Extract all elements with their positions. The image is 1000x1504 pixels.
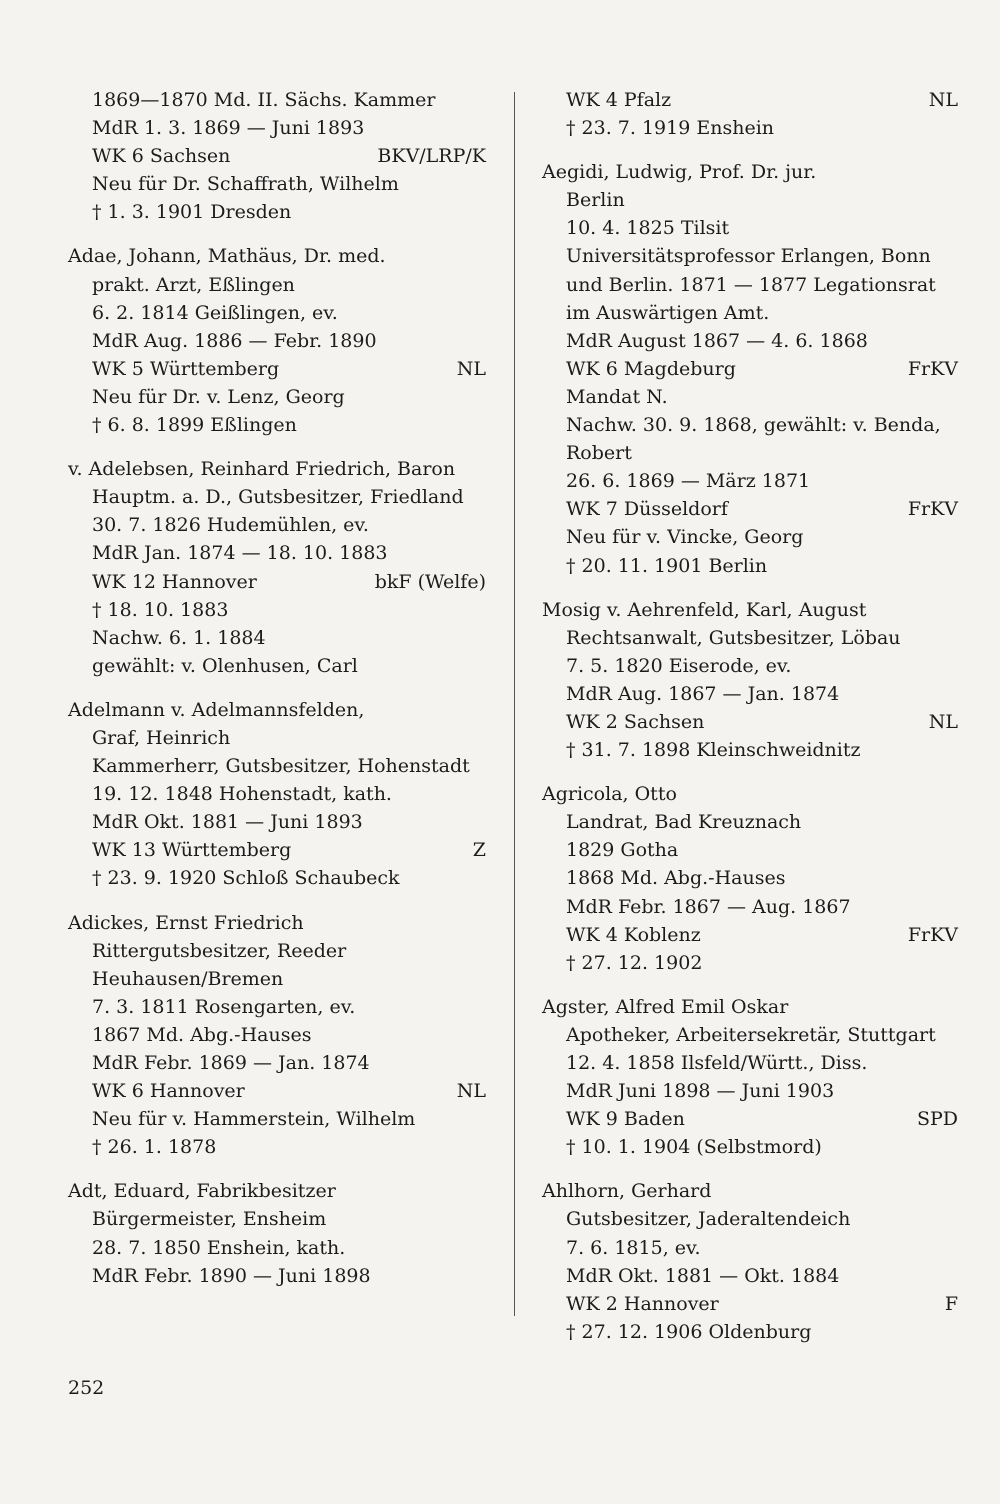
entry-detail-line bbox=[68, 596, 486, 624]
entry-name-line bbox=[68, 909, 486, 937]
entry-detail-line bbox=[68, 1262, 486, 1290]
biography-entry bbox=[68, 242, 486, 439]
line-text: † 10. 1. 1904 (Selbstmord) bbox=[566, 1136, 822, 1159]
right-column bbox=[542, 86, 958, 1362]
entry-detail-line bbox=[542, 1262, 958, 1290]
party-label: NL bbox=[928, 89, 958, 111]
line-text: † 23. 9. 1920 Schloß Schaubeck bbox=[92, 867, 400, 890]
entry-detail-line bbox=[68, 1049, 486, 1077]
entry-detail-line bbox=[68, 808, 486, 836]
entry-detail-line bbox=[542, 271, 958, 299]
entry-detail-line bbox=[542, 808, 958, 836]
line-text: WK 12 Hannover bbox=[92, 570, 257, 593]
entry-detail-line bbox=[542, 186, 958, 214]
line-text: Rittergutsbesitzer, Reeder bbox=[92, 939, 347, 962]
entry-detail-line bbox=[542, 552, 958, 580]
entry-detail-line bbox=[542, 242, 958, 270]
line-text: WK 5 Württemberg bbox=[92, 357, 280, 380]
entry-detail-line bbox=[68, 114, 486, 142]
line-text: 10. 4. 1825 Tilsit bbox=[566, 217, 730, 240]
entry-name-line bbox=[68, 242, 486, 270]
line-text: WK 6 Sachsen bbox=[92, 145, 231, 168]
line-text: 30. 7. 1826 Hudemühlen, ev. bbox=[92, 514, 369, 537]
entry-detail-line bbox=[542, 411, 958, 439]
line-text: 19. 12. 1848 Hohenstadt, kath. bbox=[92, 783, 392, 806]
biography-entry bbox=[542, 780, 958, 977]
biography-entry bbox=[68, 909, 486, 1162]
line-text: † 20. 11. 1901 Berlin bbox=[566, 554, 768, 577]
entry-detail-line bbox=[542, 523, 958, 551]
entry-detail-line bbox=[68, 1021, 486, 1049]
entry-detail-line bbox=[68, 511, 486, 539]
line-text: WK 9 Baden bbox=[566, 1108, 685, 1131]
entry-detail-line bbox=[68, 568, 486, 596]
line-text: Adelmann v. Adelmannsfelden, bbox=[68, 698, 365, 721]
line-text: † 23. 7. 1919 Enshein bbox=[566, 117, 775, 140]
entry-detail-line bbox=[542, 680, 958, 708]
entry-detail-line bbox=[68, 539, 486, 567]
party-label: Z bbox=[472, 839, 486, 862]
entry-detail-line bbox=[542, 652, 958, 680]
entry-detail-line bbox=[542, 495, 958, 523]
entry-detail-line bbox=[542, 624, 958, 652]
party-label: NL bbox=[456, 357, 486, 380]
line-text: 12. 4. 1858 Ilsfeld/Württ., Diss. bbox=[566, 1052, 868, 1074]
line-text: Universitätsprofessor Erlangen, Bonn bbox=[566, 245, 931, 268]
line-text: Gutsbesitzer, Jaderaltendeich bbox=[566, 1208, 851, 1231]
entry-detail-line bbox=[68, 1105, 486, 1133]
line-text: Neu für v. Vincke, Georg bbox=[566, 526, 804, 549]
line-text: 28. 7. 1850 Enshein, kath. bbox=[92, 1236, 346, 1259]
line-text: 6. 2. 1814 Geißlingen, ev. bbox=[92, 301, 338, 324]
biography-entry bbox=[68, 86, 486, 226]
party-label: NL bbox=[456, 1080, 486, 1103]
line-text: MdR Jan. 1874 — 18. 10. 1883 bbox=[92, 542, 388, 565]
entry-detail-line bbox=[542, 708, 958, 736]
entry-detail-line bbox=[68, 1133, 486, 1161]
entry-detail-line bbox=[542, 214, 958, 242]
entry-detail-line bbox=[68, 142, 486, 170]
line-text: Ahlhorn, Gerhard bbox=[542, 1180, 712, 1203]
entry-detail-line bbox=[68, 1077, 486, 1105]
entry-detail-line bbox=[542, 1133, 958, 1161]
party-label: FrKV bbox=[907, 923, 958, 946]
entry-detail-line bbox=[542, 1205, 958, 1233]
party-label: NL bbox=[928, 710, 958, 733]
party-label: bkF (Welfe) bbox=[374, 570, 486, 593]
line-text: Nachw. 6. 1. 1884 bbox=[92, 626, 266, 649]
line-text: MdR Okt. 1881 — Okt. 1884 bbox=[566, 1264, 840, 1287]
line-text: Bürgermeister, Ensheim bbox=[92, 1208, 327, 1231]
line-text: † 31. 7. 1898 Kleinschweidnitz bbox=[566, 739, 861, 762]
entry-detail-line bbox=[542, 949, 958, 977]
party-label: F bbox=[944, 1292, 958, 1315]
line-text: Mosig v. Aehrenfeld, Karl, August bbox=[542, 598, 867, 621]
entry-detail-line bbox=[68, 271, 486, 299]
entry-detail-line bbox=[68, 483, 486, 511]
column-divider bbox=[514, 92, 515, 1316]
line-text: 7. 3. 1811 Rosengarten, ev. bbox=[92, 995, 356, 1018]
line-text: Adickes, Ernst Friedrich bbox=[68, 911, 304, 934]
page-number: 252 bbox=[68, 1377, 105, 1399]
line-text: MdR Febr. 1869 — Jan. 1874 bbox=[92, 1052, 370, 1074]
line-text: 1869—1870 Md. II. Sächs. Kammer bbox=[92, 89, 436, 111]
entry-detail-line bbox=[68, 724, 486, 752]
line-text: Neu für Dr. Schaffrath, Wilhelm bbox=[92, 173, 399, 196]
entry-name-line bbox=[542, 780, 958, 808]
line-text: 7. 6. 1815, ev. bbox=[566, 1236, 701, 1259]
line-text: Adae, Johann, Mathäus, Dr. med. bbox=[68, 245, 386, 268]
line-text: Adt, Eduard, Fabrikbesitzer bbox=[68, 1180, 336, 1203]
entry-detail-line bbox=[542, 86, 958, 114]
entry-detail-line bbox=[68, 624, 486, 652]
party-label: BKV/LRP/K bbox=[377, 145, 486, 168]
entry-detail-line bbox=[542, 439, 958, 467]
entry-detail-line bbox=[542, 1021, 958, 1049]
line-text: WK 6 Hannover bbox=[92, 1080, 245, 1103]
line-text: Robert bbox=[566, 442, 632, 465]
line-text: Landrat, Bad Kreuznach bbox=[566, 811, 802, 834]
biography-entry bbox=[68, 1177, 486, 1289]
entry-name-line bbox=[68, 696, 486, 724]
entry-name-line bbox=[68, 1177, 486, 1205]
entry-detail-line bbox=[68, 198, 486, 226]
line-text: v. Adelebsen, Reinhard Friedrich, Baron bbox=[68, 458, 456, 481]
entry-detail-line bbox=[68, 836, 486, 864]
entry-detail-line bbox=[542, 327, 958, 355]
line-text: † 27. 12. 1902 bbox=[566, 951, 703, 974]
party-label: SPD bbox=[916, 1108, 958, 1131]
biography-entry bbox=[68, 455, 486, 680]
line-text: Agricola, Otto bbox=[542, 783, 677, 806]
biography-entry bbox=[68, 696, 486, 893]
line-text: † 26. 1. 1878 bbox=[92, 1136, 217, 1159]
line-text: Agster, Alfred Emil Oskar bbox=[542, 995, 789, 1018]
line-text: WK 7 Düsseldorf bbox=[566, 498, 728, 521]
entry-detail-line bbox=[542, 893, 958, 921]
line-text: MdR Febr. 1890 — Juni 1898 bbox=[92, 1264, 371, 1287]
entry-detail-line bbox=[68, 752, 486, 780]
line-text: und Berlin. 1871 — 1877 Legationsrat bbox=[566, 273, 936, 296]
line-text: Neu für Dr. v. Lenz, Georg bbox=[92, 385, 345, 408]
line-text: MdR Okt. 1881 — Juni 1893 bbox=[92, 811, 363, 834]
line-text: MdR Aug. 1867 — Jan. 1874 bbox=[566, 682, 840, 705]
entry-detail-line bbox=[68, 937, 486, 965]
entry-detail-line bbox=[68, 965, 486, 993]
line-text: 7. 5. 1820 Eiserode, ev. bbox=[566, 654, 792, 677]
line-text: † 6. 8. 1899 Eßlingen bbox=[92, 414, 297, 437]
line-text: † 18. 10. 1883 bbox=[92, 598, 229, 621]
entry-detail-line bbox=[68, 383, 486, 411]
party-label: FrKV bbox=[907, 498, 958, 521]
line-text: WK 2 Hannover bbox=[566, 1292, 719, 1315]
entry-detail-line bbox=[542, 467, 958, 495]
line-text: Rechtsanwalt, Gutsbesitzer, Löbau bbox=[566, 626, 901, 649]
line-text: Neu für v. Hammerstein, Wilhelm bbox=[92, 1108, 416, 1131]
line-text: Nachw. 30. 9. 1868, gewählt: v. Benda, bbox=[566, 414, 941, 437]
line-text: MdR Juni 1898 — Juni 1903 bbox=[566, 1080, 835, 1103]
entry-detail-line bbox=[542, 1049, 958, 1077]
line-text: Aegidi, Ludwig, Prof. Dr. jur. bbox=[542, 161, 817, 184]
line-text: Heuhausen/Bremen bbox=[92, 967, 284, 990]
entry-detail-line bbox=[68, 411, 486, 439]
entry-detail-line bbox=[542, 1290, 958, 1318]
entry-detail-line bbox=[68, 86, 486, 114]
party-label: FrKV bbox=[907, 357, 958, 380]
line-text: † 1. 3. 1901 Dresden bbox=[92, 201, 292, 224]
line-text: WK 6 Magdeburg bbox=[566, 357, 736, 380]
entry-detail-line bbox=[542, 921, 958, 949]
biography-entry bbox=[542, 158, 958, 579]
line-text: 1867 Md. Abg.-Hauses bbox=[92, 1023, 312, 1046]
entry-name-line bbox=[542, 993, 958, 1021]
entry-detail-line bbox=[68, 1234, 486, 1262]
line-text: im Auswärtigen Amt. bbox=[566, 301, 770, 324]
line-text: 1868 Md. Abg.-Hauses bbox=[566, 867, 786, 890]
entry-detail-line bbox=[542, 1077, 958, 1105]
entry-detail-line bbox=[542, 836, 958, 864]
line-text: WK 4 Koblenz bbox=[566, 923, 701, 946]
entry-detail-line bbox=[68, 864, 486, 892]
line-text: Graf, Heinrich bbox=[92, 726, 231, 749]
line-text: MdR August 1867 — 4. 6. 1868 bbox=[566, 329, 868, 352]
line-text: 26. 6. 1869 — März 1871 bbox=[566, 470, 811, 493]
entry-detail-line bbox=[68, 355, 486, 383]
line-text: MdR Aug. 1886 — Febr. 1890 bbox=[92, 329, 377, 352]
entry-detail-line bbox=[68, 299, 486, 327]
line-text: WK 13 Württemberg bbox=[92, 839, 292, 862]
entry-detail-line bbox=[68, 993, 486, 1021]
line-text: Berlin bbox=[566, 189, 625, 212]
entry-name-line bbox=[68, 455, 486, 483]
line-text: Hauptm. a. D., Gutsbesitzer, Friedland bbox=[92, 486, 464, 509]
line-text: MdR 1. 3. 1869 — Juni 1893 bbox=[92, 117, 365, 140]
biography-entry bbox=[542, 1177, 958, 1346]
line-text: Mandat N. bbox=[566, 385, 668, 408]
entry-detail-line bbox=[542, 1105, 958, 1133]
entry-detail-line bbox=[68, 780, 486, 808]
entry-detail-line bbox=[542, 355, 958, 383]
line-text: WK 2 Sachsen bbox=[566, 710, 705, 733]
entry-detail-line bbox=[542, 864, 958, 892]
entry-detail-line bbox=[68, 170, 486, 198]
biography-entry bbox=[542, 596, 958, 765]
line-text: prakt. Arzt, Eßlingen bbox=[92, 273, 295, 296]
line-text: Kammerherr, Gutsbesitzer, Hohenstadt bbox=[92, 755, 470, 778]
left-column bbox=[68, 86, 486, 1306]
entry-detail-line bbox=[542, 114, 958, 142]
entry-detail-line bbox=[68, 652, 486, 680]
entry-name-line bbox=[542, 596, 958, 624]
entry-name-line bbox=[542, 1177, 958, 1205]
biography-entry bbox=[542, 993, 958, 1162]
entry-name-line bbox=[542, 158, 958, 186]
line-text: gewählt: v. Olenhusen, Carl bbox=[92, 654, 358, 677]
line-text: † 27. 12. 1906 Oldenburg bbox=[566, 1320, 812, 1343]
line-text: 1829 Gotha bbox=[566, 839, 679, 862]
biography-entry bbox=[542, 86, 958, 142]
entry-detail-line bbox=[542, 1318, 958, 1346]
entry-detail-line bbox=[542, 299, 958, 327]
line-text: WK 4 Pfalz bbox=[566, 89, 672, 111]
line-text: Apotheker, Arbeitersekretär, Stuttgart bbox=[566, 1023, 936, 1046]
line-text: MdR Febr. 1867 — Aug. 1867 bbox=[566, 895, 851, 918]
entry-detail-line bbox=[68, 327, 486, 355]
entry-detail-line bbox=[542, 736, 958, 764]
entry-detail-line bbox=[542, 383, 958, 411]
entry-detail-line bbox=[68, 1205, 486, 1233]
entry-detail-line bbox=[542, 1234, 958, 1262]
